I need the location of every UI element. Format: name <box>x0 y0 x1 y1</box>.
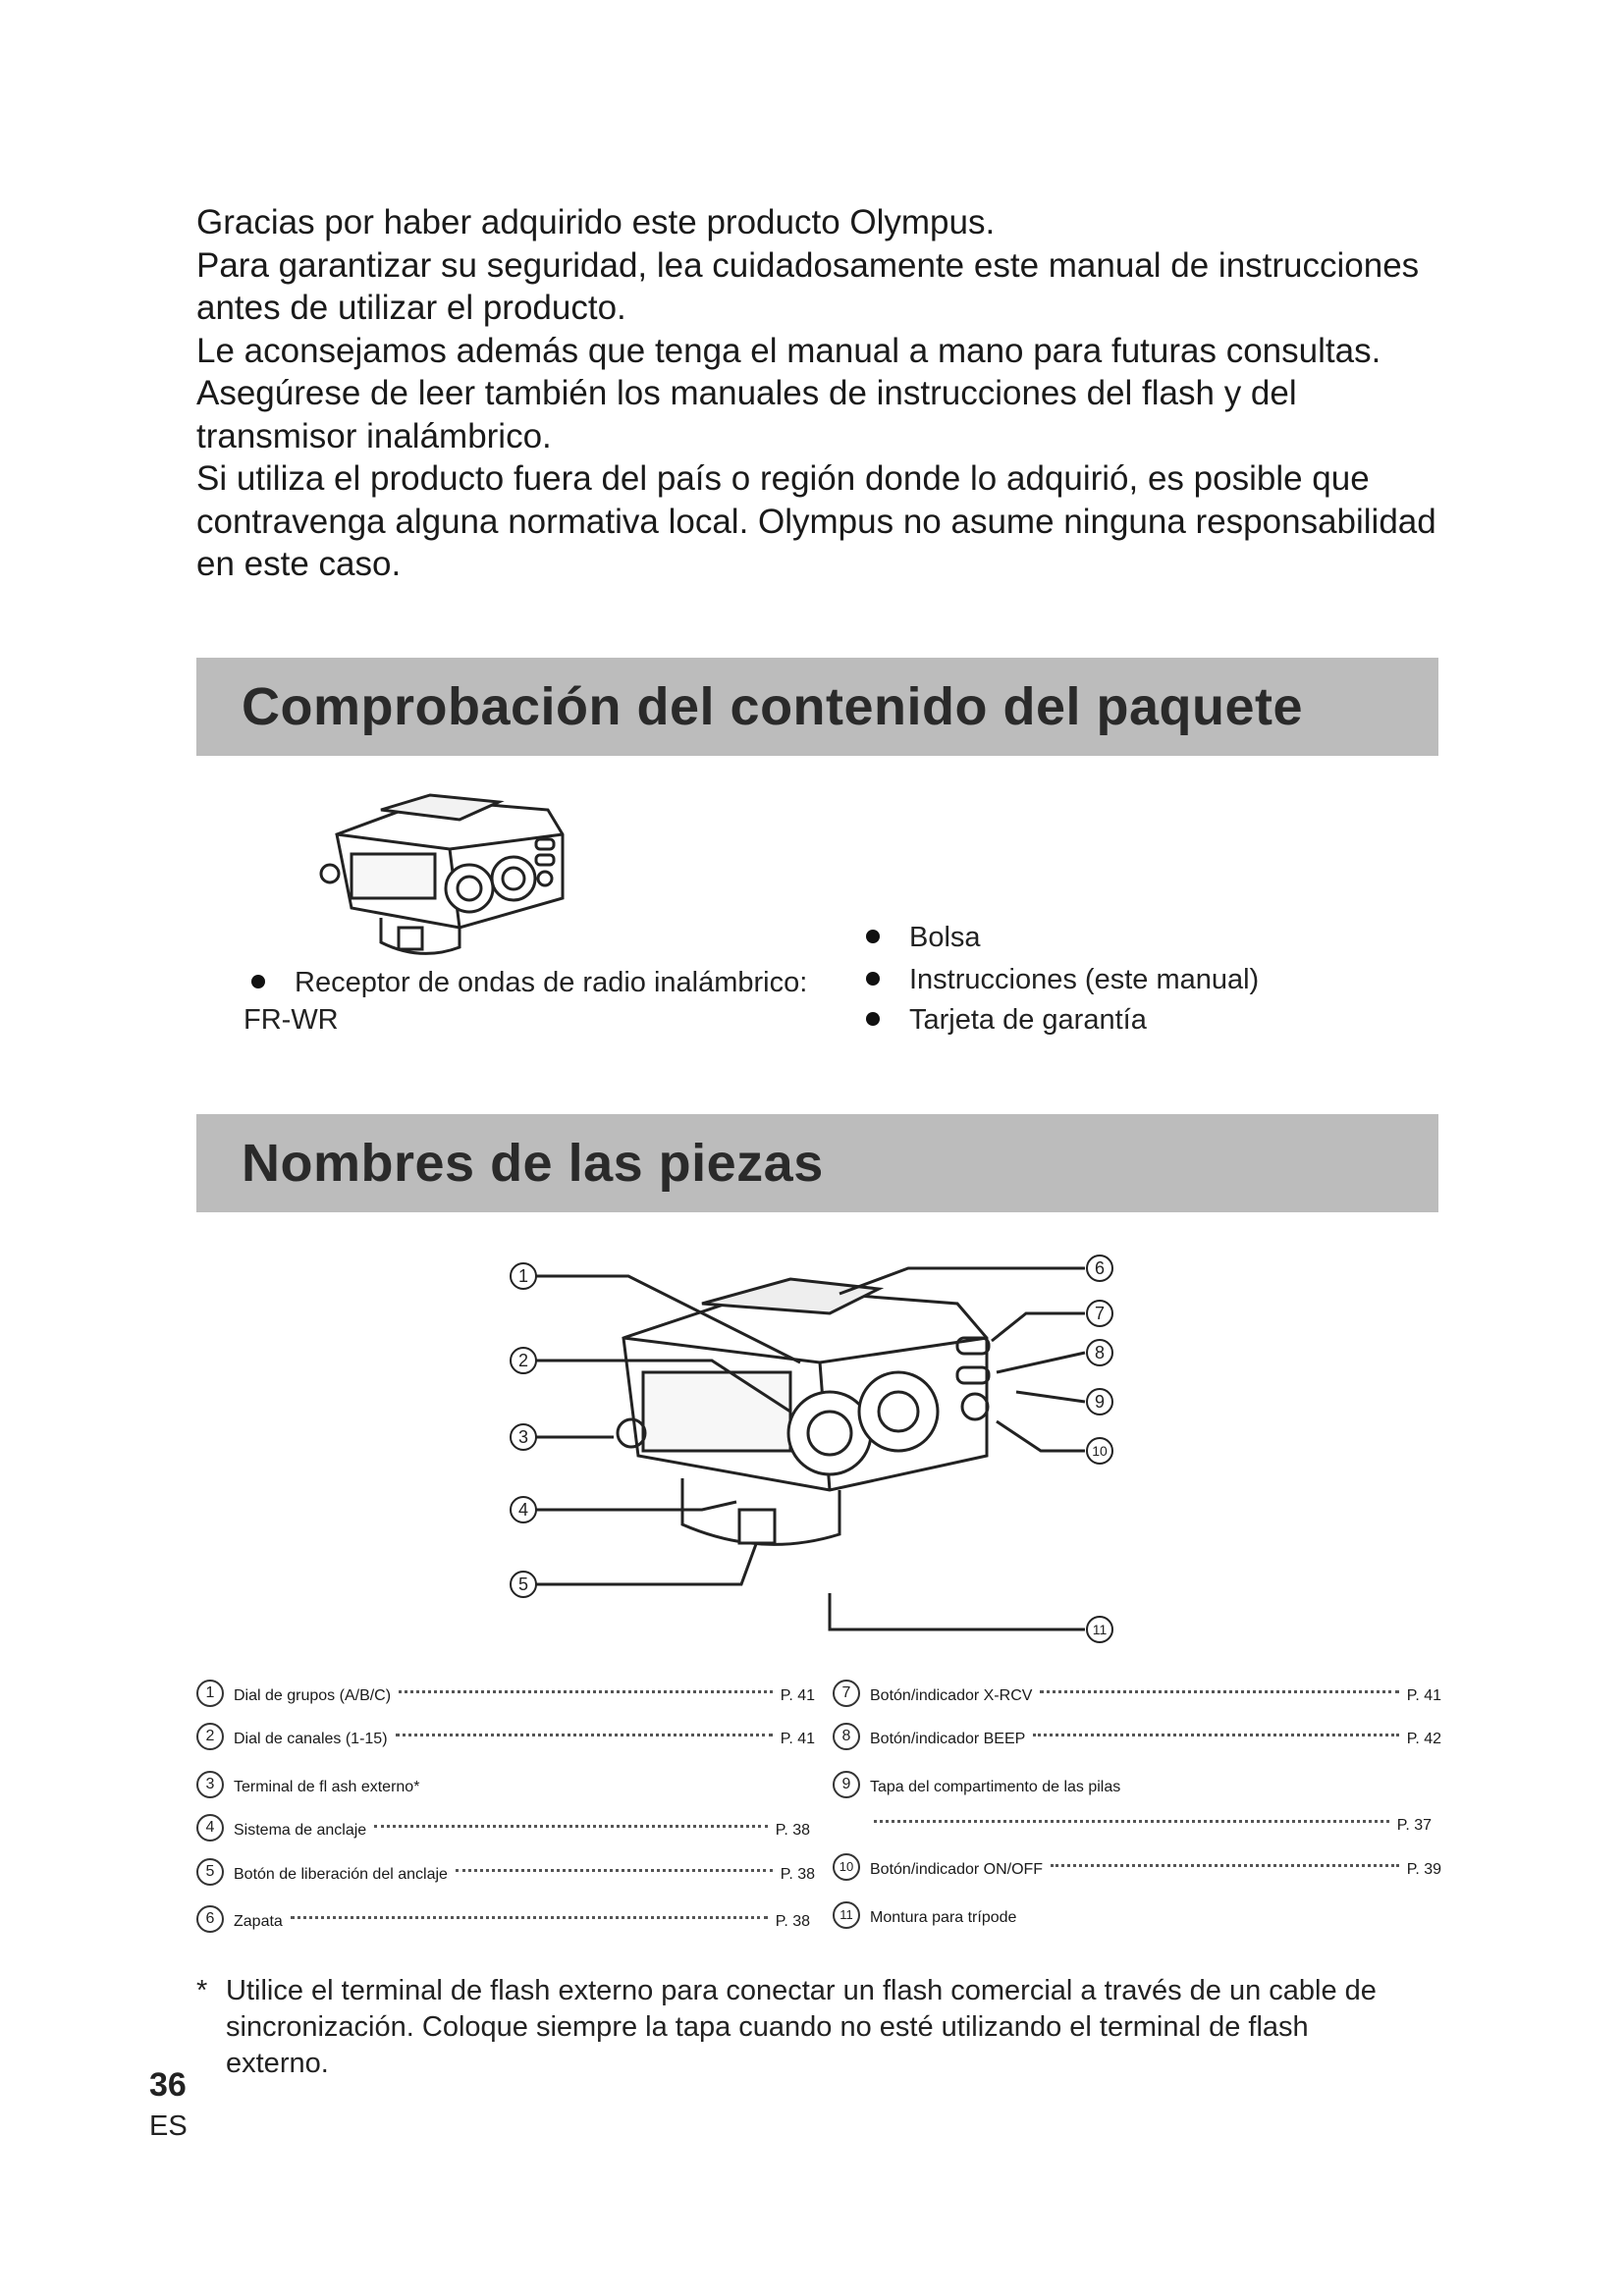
part-row-continuation <box>874 1806 1432 1845</box>
callout-2: 2 <box>517 1351 529 1370</box>
part-number: 1 <box>196 1680 224 1707</box>
package-item: Tarjeta de garantía <box>866 1003 1147 1037</box>
part-row <box>196 1768 815 1807</box>
dot-leader <box>1033 1734 1398 1736</box>
intro-line: Le aconsejamos además que tenga el manual a mano para futuras consultas. <box>196 331 1381 370</box>
intro-text <box>196 201 1443 586</box>
part-number: 2 <box>196 1723 224 1750</box>
footnote-mark: * <box>196 1975 208 2006</box>
part-number: 5 <box>196 1858 224 1886</box>
footnote <box>196 1973 1414 2082</box>
package-section-header <box>196 658 1438 756</box>
part-page: P. 42 <box>1406 1731 1441 1747</box>
part-page: P. 38 <box>775 1913 810 1930</box>
part-number: 9 <box>833 1771 860 1798</box>
part-row <box>833 1720 1441 1759</box>
dot-leader <box>456 1869 773 1872</box>
intro-line: en este caso. <box>196 545 402 583</box>
part-label: Botón de liberación del anclaje <box>234 1866 448 1883</box>
page-language: ES <box>149 2110 188 2142</box>
intro-line: contravenga alguna normativa local. Olympus no asume ninguna responsabilidad <box>196 502 1436 541</box>
package-item-receiver: Receptor de ondas de radio inalámbrico: <box>251 966 807 999</box>
bullet-icon <box>866 972 880 986</box>
part-label: Botón/indicador X-RCV <box>870 1687 1033 1704</box>
part-number: 3 <box>196 1771 224 1798</box>
intro-line: Asegúrese de leer también los manuales de instrucciones del flash y del <box>196 374 1297 412</box>
part-number: 7 <box>833 1680 860 1707</box>
parts-diagram <box>506 1245 1134 1647</box>
package-item: Instrucciones (este manual) <box>866 963 1259 996</box>
part-row <box>833 1768 1441 1807</box>
part-row <box>833 1677 1441 1716</box>
callout-7: 7 <box>1094 1304 1106 1323</box>
part-row <box>196 1855 815 1895</box>
parts-heading: Nombres de las piezas <box>242 1134 824 1193</box>
callout-1: 1 <box>517 1266 529 1286</box>
part-number: 10 <box>833 1853 860 1881</box>
package-heading: Comprobación del contenido del paquete <box>242 677 1304 736</box>
part-label: Dial de grupos (A/B/C) <box>234 1687 392 1704</box>
part-page: P. 38 <box>775 1822 810 1839</box>
part-label: Terminal de fl ash externo* <box>234 1779 420 1795</box>
part-page: P. 41 <box>780 1731 815 1747</box>
part-page: P. 41 <box>1406 1687 1441 1704</box>
intro-line: Gracias por haber adquirido este producto Olympus. <box>196 203 996 241</box>
part-label: Zapata <box>234 1913 283 1930</box>
receiver-model: FR-WR <box>244 1004 339 1036</box>
bullet-icon <box>866 930 880 943</box>
dot-leader <box>374 1825 768 1828</box>
callout-3: 3 <box>517 1427 529 1447</box>
part-label: Botón/indicador BEEP <box>870 1731 1026 1747</box>
part-page: P. 39 <box>1406 1861 1441 1878</box>
part-label: Dial de canales (1-15) <box>234 1731 388 1747</box>
part-page: P. 37 <box>1396 1817 1432 1834</box>
dot-leader <box>1051 1864 1399 1867</box>
part-row <box>196 1677 815 1716</box>
footnote-text: Utilice el terminal de flash externo para conectar un flash comercial a través de un cable de sincronización. Coloque siempre la tapa cuando no esté utilizando el terminal de flash externo. <box>226 1975 1377 2079</box>
callout-11: 11 <box>1092 1622 1108 1637</box>
dot-leader <box>874 1820 1389 1823</box>
part-row <box>196 1720 815 1759</box>
callout-8: 8 <box>1094 1343 1106 1362</box>
part-row <box>196 1811 810 1850</box>
callout-9: 9 <box>1094 1392 1106 1412</box>
part-number: 8 <box>833 1723 860 1750</box>
intro-line: Si utiliza el producto fuera del país o región donde lo adquirió, es posible que <box>196 459 1370 498</box>
part-row <box>833 1898 1441 1938</box>
callout-5: 5 <box>517 1575 529 1594</box>
part-row <box>196 1902 810 1942</box>
part-label: Tapa del compartimento de las pilas <box>870 1779 1121 1795</box>
part-number: 11 <box>833 1901 860 1929</box>
callout-6: 6 <box>1094 1258 1106 1278</box>
part-page: P. 38 <box>780 1866 815 1883</box>
intro-line: Para garantizar su seguridad, lea cuidadosamente este manual de instrucciones <box>196 245 1420 285</box>
receiver-illustration <box>312 780 577 967</box>
callout-4: 4 <box>517 1500 529 1520</box>
dot-leader <box>396 1734 773 1736</box>
part-number: 4 <box>196 1814 224 1842</box>
dot-leader <box>291 1916 768 1919</box>
dot-leader <box>399 1690 773 1693</box>
bullet-icon <box>866 1012 880 1026</box>
package-item: Bolsa <box>866 921 981 954</box>
part-label: Botón/indicador ON/OFF <box>870 1861 1044 1878</box>
part-page: P. 41 <box>780 1687 815 1704</box>
callout-10: 10 <box>1092 1443 1108 1459</box>
dot-leader <box>1040 1690 1398 1693</box>
parts-section-header <box>196 1114 1438 1212</box>
part-label: Montura para trípode <box>870 1909 1017 1926</box>
page-number: 36 <box>149 2066 187 2104</box>
part-label: Sistema de anclaje <box>234 1822 367 1839</box>
bullet-icon <box>251 975 265 988</box>
intro-line: antes de utilizar el producto. <box>196 289 626 327</box>
intro-line: transmisor inalámbrico. <box>196 416 552 455</box>
part-row <box>833 1850 1441 1890</box>
part-number: 6 <box>196 1905 224 1933</box>
